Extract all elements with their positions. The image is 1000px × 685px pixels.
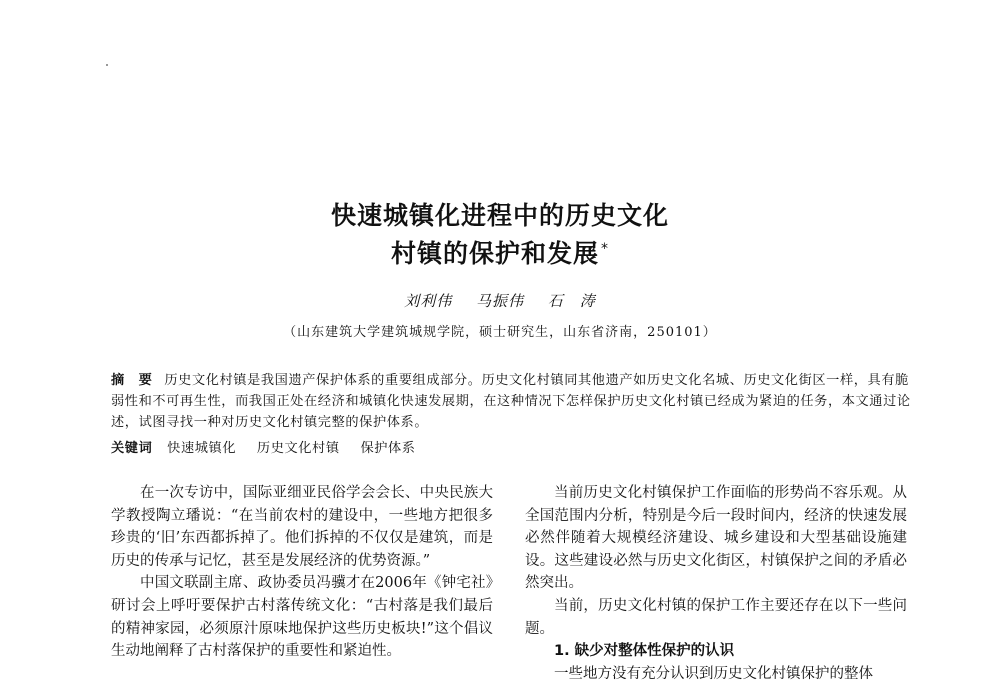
author-name: 石 涛 — [547, 292, 596, 310]
body-paragraph: 当前历史文化村镇保护工作面临的形势尚不容乐观。从全国范围内分析，特别是今后一段时间内，经济的快速发展必然伴随着大规模经济建设、城乡建设和大型基础设施建设。这些建设必然与历史文化街区，村镇保护之间的矛盾必然突出。 — [525, 485, 907, 592]
keyword: 保护体系 — [360, 441, 416, 456]
body-column-right — [525, 482, 907, 685]
body-paragraph: 一些地方没有充分认识到历史文化村镇保护的整体 — [554, 665, 873, 682]
author-list — [0, 290, 1000, 311]
title-footnote-mark: * — [601, 240, 609, 257]
body-paragraph: 在一次专访中，国际亚细亚民俗学会会长、中央民族大学教授陶立璠说：“在当前农村的建设中，一些地方把很多珍贵的‘旧’东西都拆掉了。他们拆掉的不仅仅是建筑，而是历史的传承与记忆，甚至是发展经济的优势资源。” — [111, 485, 493, 569]
abstract-text: 历史文化村镇是我国遗产保护体系的重要组成部分。历史文化村镇同其他遗产如历史文化名城、历史文化街区一样，具有脆弱性和不可再生性，而我国正处在经济和城镇化快速发展期，在这种情况下怎样保护历史文化村镇已经成为紧迫的任务，本文通过论述，试图寻找一种对历史文化村镇完整的保护体系。 — [111, 373, 911, 430]
author-name: 刘利伟 — [404, 292, 453, 310]
section-heading: 1. 缺少对整体性保护的认识 — [554, 643, 735, 660]
author-name: 马振伟 — [475, 292, 524, 310]
paper-title-line-2 — [0, 234, 1000, 270]
keyword: 快速城镇化 — [167, 441, 237, 456]
author-affiliation: （山东建筑大学建筑城规学院，硕士研究生，山东省济南，250101） — [283, 325, 717, 340]
body-paragraph: 中国文联副主席、政协委员冯骥才在2006年《钟宅社》研讨会上呼吁要保护古村落传统文化：“古村落是我们最后的精神家园，必须原汁原味地保护这些历史板块!”这个倡议生动地阐释了古村落保护的重要性和紧迫性。 — [111, 575, 493, 660]
body-paragraph: 当前，历史文化村镇的保护工作主要还存在以下一些问题。 — [525, 597, 907, 637]
scan-speck — [106, 64, 108, 66]
body-column-left — [111, 482, 493, 663]
keywords — [111, 437, 911, 456]
paper-title-line-1: 快速城镇化进程中的历史文化 — [330, 201, 669, 230]
keywords-label: 关键词 — [111, 441, 153, 456]
keyword: 历史文化村镇 — [256, 441, 340, 456]
abstract — [111, 370, 911, 433]
abstract-label: 摘 要 — [111, 373, 153, 388]
paper-title-line-2-text: 村镇的保护和发展 — [390, 239, 599, 268]
